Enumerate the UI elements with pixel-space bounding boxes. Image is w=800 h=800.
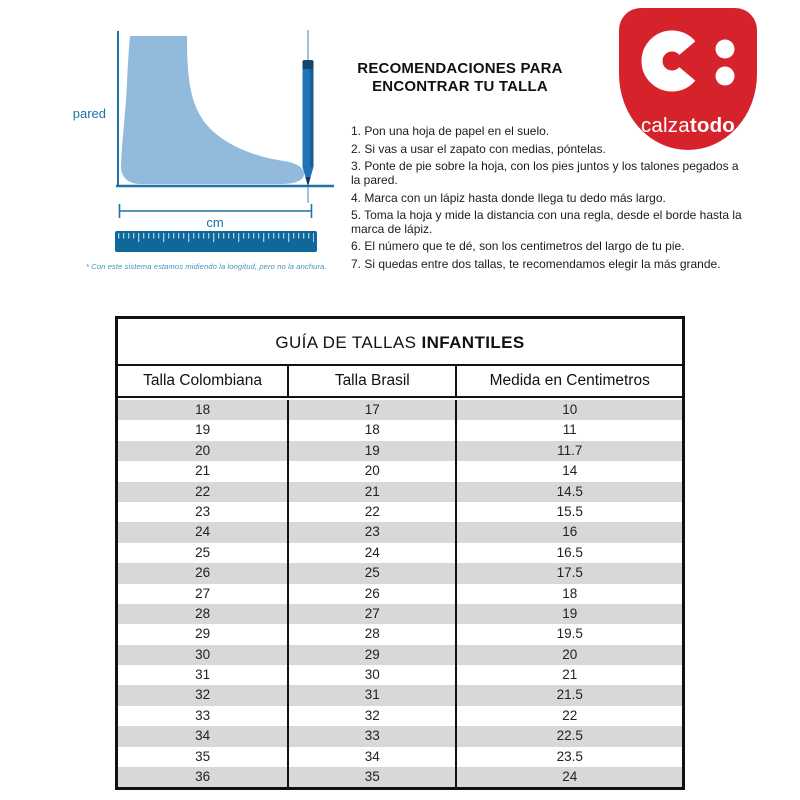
logo-wordmark-bold: todo: [689, 114, 736, 137]
table-cell: 26: [118, 563, 287, 583]
instruction-step: 5. Toma la hoja y mide la distancia con una regla, desde el borde hasta la marca de lápiz.: [351, 208, 742, 236]
table-cell: 20: [118, 441, 287, 461]
table-cell: 32: [287, 706, 455, 726]
table-cell: 27: [287, 604, 455, 624]
instruction-step: 3. Ponte de pie sobre la hoja, con los pies juntos y los talones pegados a la pared.: [351, 159, 739, 187]
table-row: [118, 645, 682, 665]
cm-label: cm: [206, 215, 224, 230]
column-header-medida-cm: Medida en Centimetros: [455, 366, 682, 396]
column-header-talla-colombiana: Talla Colombiana: [143, 372, 263, 389]
table-row: [118, 461, 682, 481]
table-cell: 19.5: [455, 624, 682, 644]
table-cell: 23: [118, 502, 287, 522]
instructions-title: [340, 60, 580, 96]
table-cell: 28: [118, 604, 287, 624]
table-row: [118, 522, 682, 542]
calzatodo-logo: [619, 8, 757, 150]
instructions-title-line1: RECOMENDACIONES PARA: [357, 60, 563, 77]
table-cell: 24: [118, 522, 287, 542]
table-cell: 22: [287, 502, 455, 522]
instruction-step: 7. Si quedas entre dos tallas, te recomendamos elegir la más grande.: [351, 257, 721, 272]
size-table-body: [118, 398, 682, 787]
table-cell: 21: [455, 665, 682, 685]
table-cell: 19: [455, 604, 682, 624]
table-cell: 18: [118, 400, 287, 420]
table-cell: 31: [287, 685, 455, 705]
table-cell: 25: [118, 543, 287, 563]
table-row: [118, 665, 682, 685]
table-cell: 25: [287, 563, 455, 583]
table-cell: 20: [455, 645, 682, 665]
instruction-step: 2. Si vas a usar el zapato con medias, póntelas.: [351, 141, 606, 156]
instruction-step: 1. Pon una hoja de papel en el suelo.: [351, 124, 550, 138]
table-row: [118, 685, 682, 705]
table-cell: 15.5: [455, 502, 682, 522]
table-cell: 26: [287, 584, 455, 604]
table-row: [118, 604, 682, 624]
table-cell: 32: [118, 685, 287, 705]
table-row: [118, 726, 682, 746]
table-cell: 30: [118, 645, 287, 665]
table-cell: 22: [455, 706, 682, 726]
table-row: [118, 400, 682, 420]
pencil-icon: [303, 60, 314, 186]
table-cell: 20: [287, 461, 455, 481]
table-cell: 28: [287, 624, 455, 644]
table-row: [118, 624, 682, 644]
table-row: [118, 441, 682, 461]
logo-wordmark-regular: calza: [640, 114, 690, 137]
table-cell: 21: [118, 461, 287, 481]
size-table-title-bold: INFANTILES: [421, 333, 525, 352]
size-table-title: [118, 319, 682, 366]
table-cell: 27: [118, 584, 287, 604]
table-row: [118, 482, 682, 502]
table-row: [118, 767, 682, 787]
table-cell: 23: [287, 522, 455, 542]
foot-silhouette-shape: [121, 36, 304, 184]
diagram-footnote: * Con este sistema estamos midiendo la longitud, pero no la anchura.: [86, 262, 327, 271]
table-row: [118, 747, 682, 767]
table-cell: 10: [455, 400, 682, 420]
table-cell: 33: [287, 726, 455, 746]
table-cell: 24: [455, 767, 682, 787]
table-cell: 33: [118, 706, 287, 726]
table-cell: 16.5: [455, 543, 682, 563]
table-cell: 21.5: [455, 685, 682, 705]
table-cell: 31: [118, 665, 287, 685]
logo-wordmark: [619, 114, 757, 138]
table-row: [118, 563, 682, 583]
table-cell: 29: [287, 645, 455, 665]
table-cell: 34: [287, 747, 455, 767]
table-cell: 11.7: [455, 441, 682, 461]
table-cell: 19: [287, 441, 455, 461]
instruction-step: 6. El número que te dé, son los centimetros del largo de tu pie.: [351, 239, 685, 254]
ruler-icon: [115, 231, 317, 252]
table-row: [118, 543, 682, 563]
size-table-title-regular: GUÍA DE TALLAS: [275, 333, 422, 352]
size-table: [115, 316, 685, 790]
table-row: [118, 420, 682, 440]
table-cell: 14.5: [455, 482, 682, 502]
table-cell: 29: [118, 624, 287, 644]
table-cell: 17: [287, 400, 455, 420]
table-cell: 19: [118, 420, 287, 440]
instruction-step: 4. Marca con un lápiz hasta donde llega tu dedo más largo.: [351, 190, 666, 205]
table-row: [118, 706, 682, 726]
table-cell: 16: [455, 522, 682, 542]
table-cell: 22.5: [455, 726, 682, 746]
table-cell: 11: [455, 420, 682, 440]
table-cell: 17.5: [455, 563, 682, 583]
table-cell: 21: [287, 482, 455, 502]
size-table-header: [118, 366, 682, 398]
table-cell: 35: [287, 767, 455, 787]
table-row: [118, 502, 682, 522]
instructions-title-line2: ENCONTRAR TU TALLA: [372, 78, 548, 95]
table-cell: 35: [118, 747, 287, 767]
table-cell: 24: [287, 543, 455, 563]
table-cell: 30: [287, 665, 455, 685]
table-cell: 36: [118, 767, 287, 787]
wall-label: pared: [72, 106, 106, 121]
table-cell: 14: [455, 461, 682, 481]
table-cell: 34: [118, 726, 287, 746]
table-cell: 18: [287, 420, 455, 440]
foot-measuring-diagram: [60, 20, 350, 265]
table-cell: 23.5: [455, 747, 682, 767]
column-header-talla-brasil: Talla Brasil: [287, 366, 455, 396]
table-row: [118, 584, 682, 604]
table-cell: 22: [118, 482, 287, 502]
table-cell: 18: [455, 584, 682, 604]
